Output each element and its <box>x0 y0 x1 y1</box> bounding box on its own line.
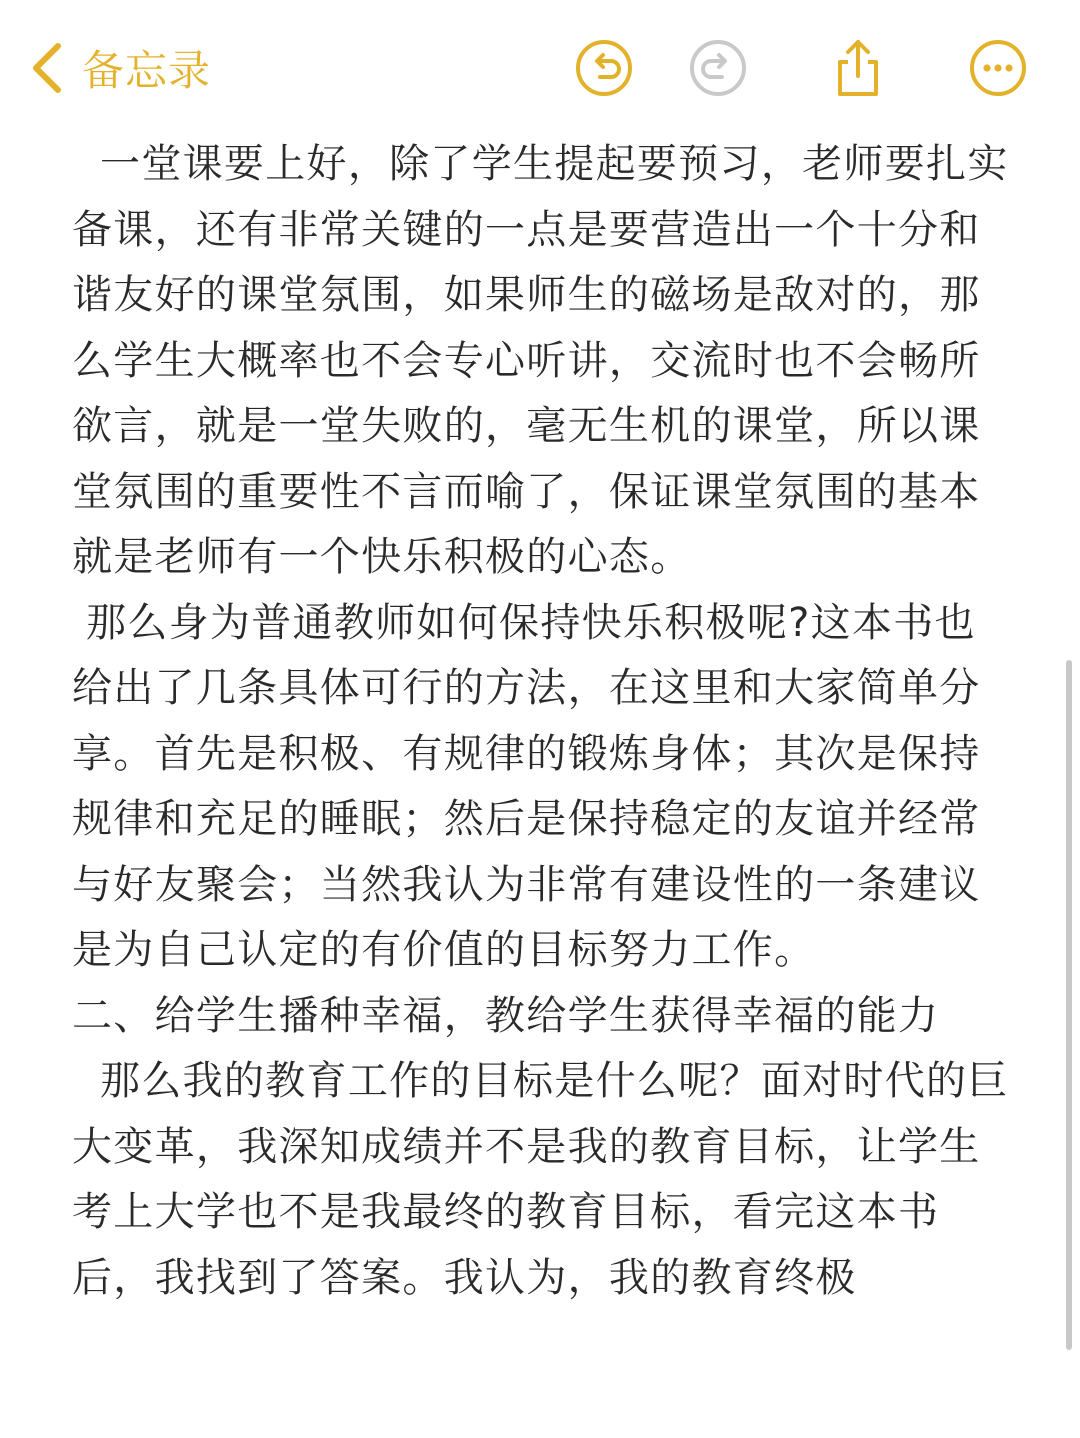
note-paragraph: 一堂课要上好，除了学生提起要预习，老师要扎实备课，还有非常关键的一点是要营造出一个十分和谐友好的课堂氛围，如果师生的磁场是敌对的，那么学生大概率也不会专心听讲，交流时也不会畅所欲言，就是一堂失败的，毫无生机的课堂，所以课堂氛围的重要性不言而喻了，保证课堂氛围的基本就是老师有一个快乐积极的心态。 <box>72 141 1009 580</box>
more-icon <box>968 38 1028 98</box>
navigation-bar <box>0 0 1080 130</box>
back-label: 备忘录 <box>82 46 212 95</box>
redo-button[interactable] <box>688 38 748 98</box>
note-paragraph: 那么我的教育工作的目标是什么呢？面对时代的巨大变革，我深知成绩并不是我的教育目标，让学生考上大学也不是我最终的教育目标，看完这本书后，我找到了答案。我认为，我的教育终极 <box>72 1058 1009 1301</box>
note-paragraph: 那么身为普通教师如何保持快乐积极呢?这本书也给出了几条具体可行的方法，在这里和大家简单分享。首先是积极、有规律的锻炼身体；其次是保持规律和充足的睡眠；然后是保持稳定的友谊并经常与好友聚会；当然我认为非常有建设性的一条建议是为自己认定的有价值的目标努力工作。 <box>72 599 981 973</box>
more-button[interactable] <box>968 38 1028 98</box>
undo-button[interactable] <box>574 38 634 98</box>
share-button[interactable] <box>828 38 888 98</box>
back-button[interactable] <box>28 36 211 100</box>
redo-icon <box>688 38 748 98</box>
undo-icon <box>574 38 634 98</box>
scrollbar[interactable] <box>1066 660 1072 1350</box>
note-body[interactable] <box>72 132 1012 1311</box>
share-icon <box>828 38 888 98</box>
chevron-left-icon <box>28 40 64 96</box>
note-heading: 二、给学生播种幸福，教给学生获得幸福的能力 <box>72 992 940 1039</box>
